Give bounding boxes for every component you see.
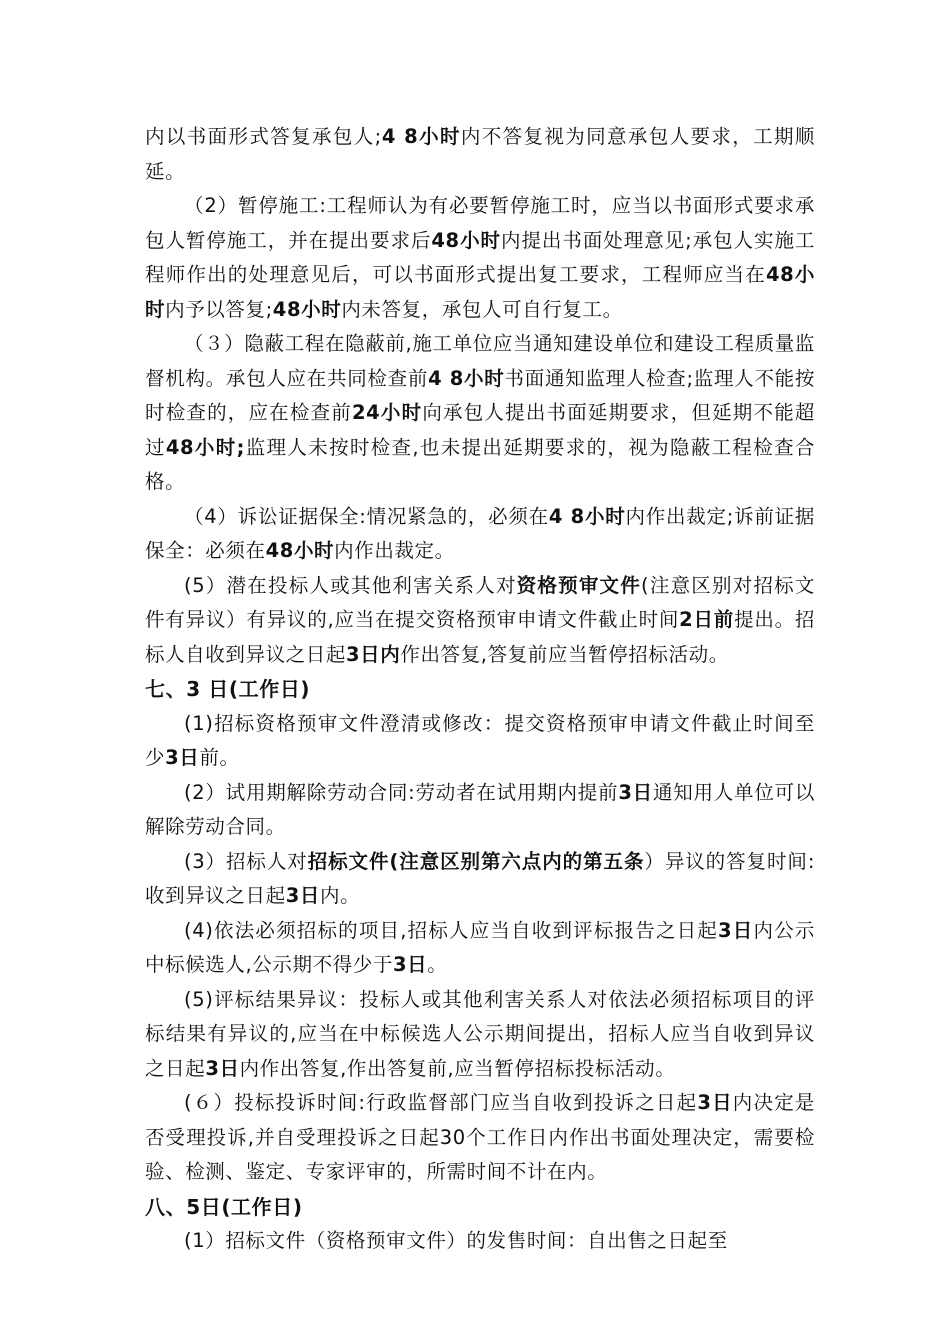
text-run: 内作出裁定。 xyxy=(334,539,455,562)
text-run: 内以书面形式答复承包人; xyxy=(145,125,382,148)
emphasis-text: 48小时; xyxy=(165,435,245,459)
emphasis-text: 3日 xyxy=(165,746,200,769)
emphasis-text: 3日 xyxy=(697,1091,733,1114)
text-run: (2）试用期解除劳动合同:劳动者在试用期内提前 xyxy=(184,780,619,804)
text-run: 向承包人提出书面延期要求，但延期不能超过 xyxy=(145,401,815,459)
section-heading xyxy=(145,672,815,707)
text-run: 通知用人单位可以解除劳动合同。 xyxy=(145,780,815,838)
text-run: 内。 xyxy=(319,884,361,907)
emphasis-text: 资格预审文件 xyxy=(516,573,642,597)
text-run: ）异议的答复时间:收到异议之日起 xyxy=(145,849,815,907)
paragraph xyxy=(145,500,815,569)
paragraph xyxy=(145,914,815,983)
text-run: 内予以答复; xyxy=(165,297,273,321)
paragraph xyxy=(145,776,815,845)
text-run: 监理人未按时检查,也未提出延期要求的，视为隐蔽工程检查合格。 xyxy=(145,435,816,493)
emphasis-text: 48小时 xyxy=(431,228,501,252)
text-run: (注意区别对招标文件有异议）有异议的,应当在提交资格预审申请文件截止时间 xyxy=(145,573,815,631)
emphasis-text: 3日 xyxy=(393,953,428,976)
paragraph xyxy=(145,983,815,1087)
emphasis-text: 4 8小时 xyxy=(381,125,461,148)
emphasis-text: 48小时 xyxy=(272,297,342,321)
text-run: 内未答复，承包人可自行复工。 xyxy=(341,297,623,321)
emphasis-text: 48小时 xyxy=(145,263,815,321)
text-run: (5）潜在投标人或其他利害关系人对 xyxy=(184,573,517,597)
emphasis-text: 招标文件(注意区别第六点内的第五条 xyxy=(307,849,645,873)
text-run: （2）暂停施工:工程师认为有必要暂停施工时，应当以书面形式要求承包人暂停施工，并在提出要求后 xyxy=(145,194,815,252)
text-run: 内作出答复,作出答复前,应当暂停招标投标活动。 xyxy=(239,1056,676,1080)
text-run: 作出答复,答复前应当暂停招标活动。 xyxy=(400,642,729,666)
text-run: 。 xyxy=(427,953,448,976)
paragraph xyxy=(145,1224,815,1259)
text-run: 内决定是否受理投诉,并自受理投诉之日起30个工作日内作出书面处理决定，需要检验、检测、鉴定、专家评审的，所需时间不计在内。 xyxy=(145,1091,815,1183)
emphasis-text: 2日前 xyxy=(679,608,735,631)
paragraph xyxy=(145,189,815,327)
text-run: （３）隐蔽工程在隐蔽前,施工单位应当通知建设单位和建设工程质量监督机构。承包人应在共同检查前 xyxy=(145,332,815,390)
section-heading xyxy=(145,1190,815,1225)
text-run: 八、5日(工作日) xyxy=(145,1194,303,1219)
emphasis-text: 3日 xyxy=(718,918,754,942)
emphasis-text: 3日 xyxy=(205,1056,240,1080)
text-run: (1）招标文件（资格预审文件）的发售时间：自出售之日起至 xyxy=(184,1229,728,1252)
text-run: (5)评标结果异议：投标人或其他利害关系人对依法必须招标项目的评标结果有异议的,应当在中标候选人公示期间提出，招标人应当自收到异议之日起 xyxy=(145,987,815,1080)
paragraph xyxy=(145,569,815,673)
text-run: (1)招标资格预审文件澄清或修改：提交资格预审申请文件截止时间至少 xyxy=(145,711,815,769)
document-body xyxy=(145,120,815,1259)
text-run: 内不答复视为同意承包人要求，工期顺延。 xyxy=(145,125,816,183)
text-run: (６）投标投诉时间:行政监督部门应当自收到投诉之日起 xyxy=(184,1091,698,1114)
emphasis-text: 24小时 xyxy=(351,401,423,424)
paragraph xyxy=(145,120,815,189)
text-run: （4）诉讼证据保全:情况紧急的，必须在 xyxy=(184,504,549,528)
emphasis-text: 3日内 xyxy=(346,642,401,666)
text-run: (4)依法必须招标的项目,招标人应当自收到评标报告之日起 xyxy=(184,918,719,942)
paragraph xyxy=(145,845,815,914)
text-run: 内公示中标候选人,公示期不得少于 xyxy=(145,918,815,976)
text-run: 前。 xyxy=(199,746,240,769)
text-run: 内提出书面处理意见;承包人实施工程师作出的处理意见后，可以书面形式提出复工要求，工程师应当在 xyxy=(145,228,816,286)
text-run: (3）招标人对 xyxy=(184,849,308,873)
text-run: 内作出裁定;诉前证据保全：必须在 xyxy=(145,504,815,562)
emphasis-text: 4 8小时 xyxy=(548,504,626,528)
emphasis-text: 3日 xyxy=(285,884,320,907)
text-run: 提出。招标人自收到异议之日起 xyxy=(145,608,815,666)
emphasis-text: 3日 xyxy=(618,780,653,804)
paragraph xyxy=(145,327,815,500)
emphasis-text: 4 8小时 xyxy=(428,366,505,390)
emphasis-text: 48小时 xyxy=(265,539,335,562)
text-run: 七、3 日(工作日) xyxy=(145,677,311,701)
text-run: 书面通知监理人检查;监理人不能按时检查的，应在检查前 xyxy=(145,366,815,424)
paragraph xyxy=(145,1086,815,1190)
paragraph xyxy=(145,707,815,776)
